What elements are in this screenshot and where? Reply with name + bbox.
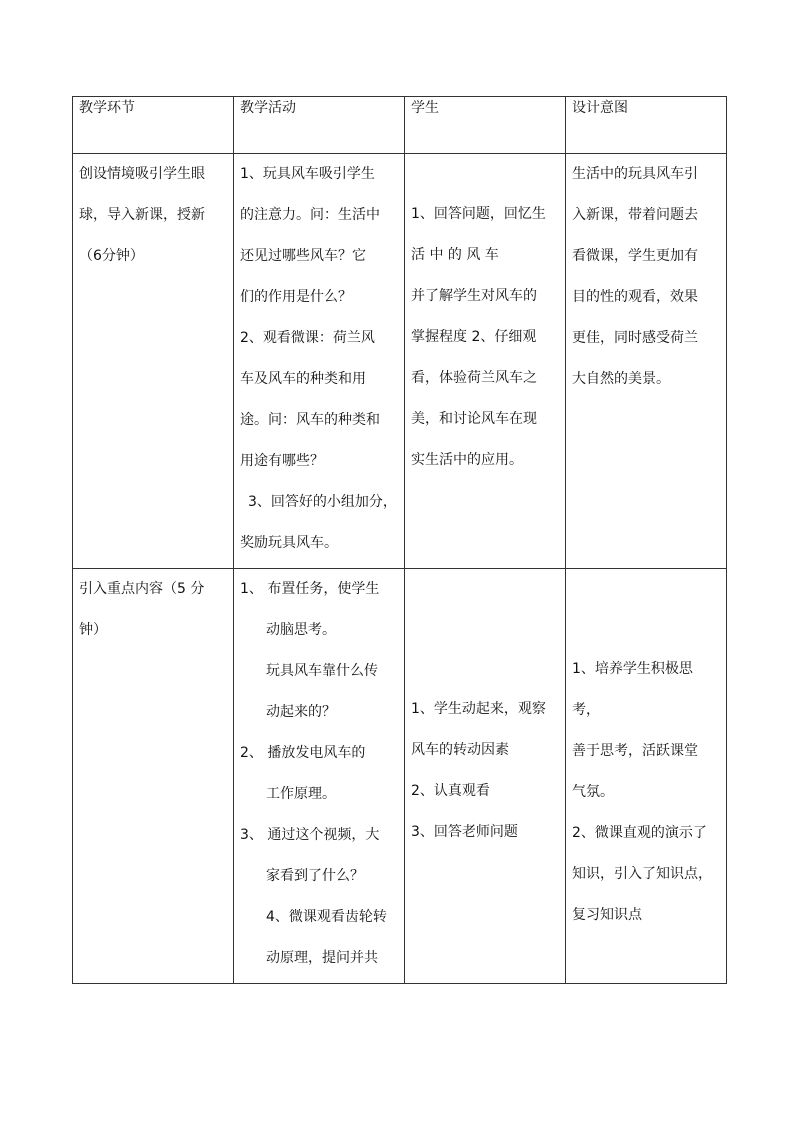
- row2-student-line: 1、学生动起来，观察: [411, 701, 546, 717]
- header-stage: 教学环节: [73, 97, 234, 154]
- row1-intent-line: 目的性的观看，效果: [572, 289, 698, 305]
- row2-intent-line: 善于思考，活跃课堂: [572, 743, 698, 759]
- row2-activity-line: 4、微课观看齿轮转: [266, 909, 387, 925]
- spacer: [411, 649, 559, 689]
- row2-activity-line: 动脑思考。: [266, 622, 336, 638]
- row2-activity-line: 动原理，提问并共: [266, 950, 378, 966]
- row2-intent-line: 1、培养学生积极思考，: [572, 661, 693, 718]
- spacer: [572, 569, 720, 609]
- row1-intent-line: 更佳，同时感受荷兰: [572, 330, 698, 346]
- row2-activity-line: 3、 通过这个视频，大: [240, 827, 380, 843]
- row1-student-line: 美，和讨论风车在现: [411, 411, 537, 427]
- row2-activity-line: 2、 播放发电风车的: [240, 745, 366, 761]
- row2-student-line: 2、认真观看: [411, 783, 490, 799]
- spacer: [411, 609, 559, 649]
- row1-student-line: 掌握程度 2、仔细观: [411, 329, 537, 345]
- row1-student-line: 看，体验荷兰风车之: [411, 370, 537, 386]
- row1-stage-line: 创设情境吸引学生眼: [79, 166, 205, 182]
- row2-activity-line: 玩具风车靠什么传: [266, 663, 378, 679]
- row1-student-line: 并了解学生对风车的: [411, 288, 537, 304]
- row2-intent-line: 知识，引入了知识点，: [572, 866, 712, 882]
- row1-stage-line: （6分钟）: [79, 248, 144, 264]
- row1-intent-line: 看微课，学生更加有: [572, 248, 698, 264]
- table-header-row: [73, 97, 727, 154]
- table-row: [73, 569, 727, 984]
- row2-student-line: 风车的转动因素: [411, 742, 509, 758]
- lesson-plan-table: [72, 96, 727, 984]
- header-intent: 设计意图: [566, 97, 727, 154]
- row1-activity-line: 还见过哪些风车？它: [240, 248, 366, 264]
- row1-intent-line: 大自然的美景。: [572, 371, 670, 387]
- row1-activity-line: 途。问：风车的种类和: [240, 412, 380, 428]
- row2-activity-line: 工作原理。: [266, 786, 336, 802]
- row1-student-line: 活 中 的 风 车: [411, 247, 499, 263]
- row2-intent-line: 2、微课直观的演示了: [572, 825, 707, 841]
- row2-student-line: 3、回答老师问题: [411, 824, 518, 840]
- row2-intent-cell: [566, 569, 727, 984]
- row1-activity-line: 的注意力。问：生活中: [240, 207, 380, 223]
- row1-activity-line: 用途有哪些？: [240, 453, 324, 469]
- row1-activity-line: 奖励玩具风车。: [240, 535, 338, 551]
- row1-activity-line: 3、回答好的小组加分，: [248, 494, 397, 510]
- row2-stage-cell: [73, 569, 234, 984]
- header-student: 学生: [405, 97, 566, 154]
- row1-activity-line: 车及风车的种类和用: [240, 371, 366, 387]
- spacer: [572, 609, 720, 649]
- row1-stage-cell: [73, 154, 234, 569]
- row2-intent-line: 气氛。: [572, 784, 614, 800]
- header-activity: 教学活动: [234, 97, 405, 154]
- row1-intent-line: 生活中的玩具风车引: [572, 166, 698, 182]
- row1-activity-line: 们的作用是什么？: [240, 289, 352, 305]
- row1-student-line: 实生活中的应用。: [411, 452, 523, 468]
- row2-stage-line: 钟）: [79, 622, 107, 638]
- row2-activity-line: 1、 布置任务，使学生: [240, 581, 380, 597]
- row2-activity-line: 动起来的？: [266, 704, 336, 720]
- row1-activity-cell: [234, 154, 405, 569]
- row1-student-cell: [405, 154, 566, 569]
- row2-stage-line: 引入重点内容（5 分: [79, 581, 205, 597]
- row1-student-line: 1、回答问题，回忆生: [411, 206, 546, 222]
- row1-intent-line: 入新课，带着问题去: [572, 207, 698, 223]
- row1-stage-line: 球，导入新课，授新: [79, 207, 205, 223]
- row1-activity-line: 2、观看微课：荷兰风: [240, 330, 375, 346]
- spacer: [411, 569, 559, 609]
- spacer: [411, 154, 559, 194]
- row2-intent-line: 复习知识点: [572, 907, 642, 923]
- row1-activity-line: 1、玩具风车吸引学生: [240, 166, 375, 182]
- table-row: [73, 154, 727, 569]
- row2-activity-cell: [234, 569, 405, 984]
- row1-intent-cell: [566, 154, 727, 569]
- row2-student-cell: [405, 569, 566, 984]
- row2-activity-line: 家看到了什么？: [266, 868, 364, 884]
